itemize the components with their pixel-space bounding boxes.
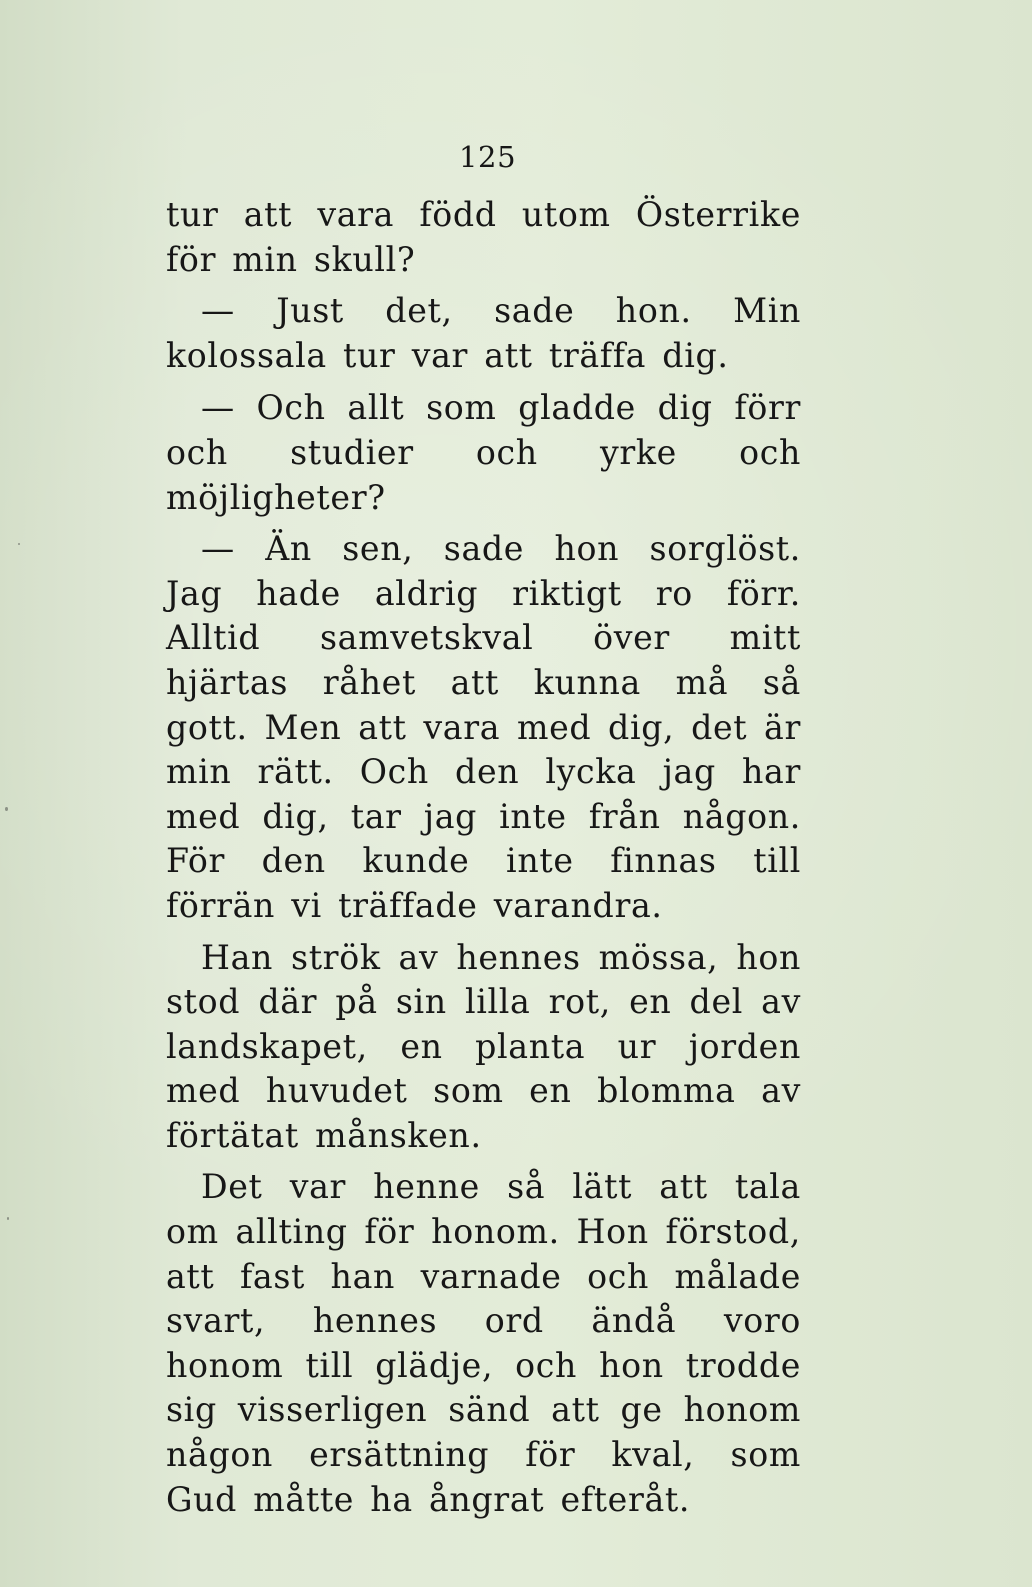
paragraph-1: tur att vara född utom Österrike för min skull? — [166, 195, 801, 279]
scan-speck — [7, 1217, 9, 1220]
scan-speck — [5, 807, 8, 811]
paragraph-6: Det var henne så lätt att tala om allting för honom. Hon förstod, att fast han varnade och målade svart, hennes ord ändå voro honom till glädje, och hon trodde sig visserligen sänd att ge honom någon ersättning för kval, som Gud måtte ha ångrat efteråt. — [166, 1167, 801, 1519]
paragraph-3: — Och allt som gladde dig förr och studier och yrke och möjligheter? — [166, 388, 801, 517]
body-text — [166, 193, 801, 1522]
paragraph-2: — Just det, sade hon. Min kolossala tur var att träffa dig. — [166, 291, 801, 375]
page-number: 125 — [459, 140, 517, 174]
paragraph-5: Han strök av hennes mössa, hon stod där på sin lilla rot, en del av landskapet, en planta ur jorden med huvudet som en blomma av förtätat månsken. — [166, 937, 801, 1155]
paragraph-4: — Än sen, sade hon sorglöst. Jag hade aldrig riktigt ro förr. Alltid samvetskval över mitt hjärtas råhet att kunna må så gott. Men att vara med dig, det är min rätt. Och den lycka jag har med dig, tar jag inte från någon. För den kunde inte finnas till förrän vi träffade varandra. — [166, 529, 801, 925]
scan-speck — [18, 543, 20, 545]
